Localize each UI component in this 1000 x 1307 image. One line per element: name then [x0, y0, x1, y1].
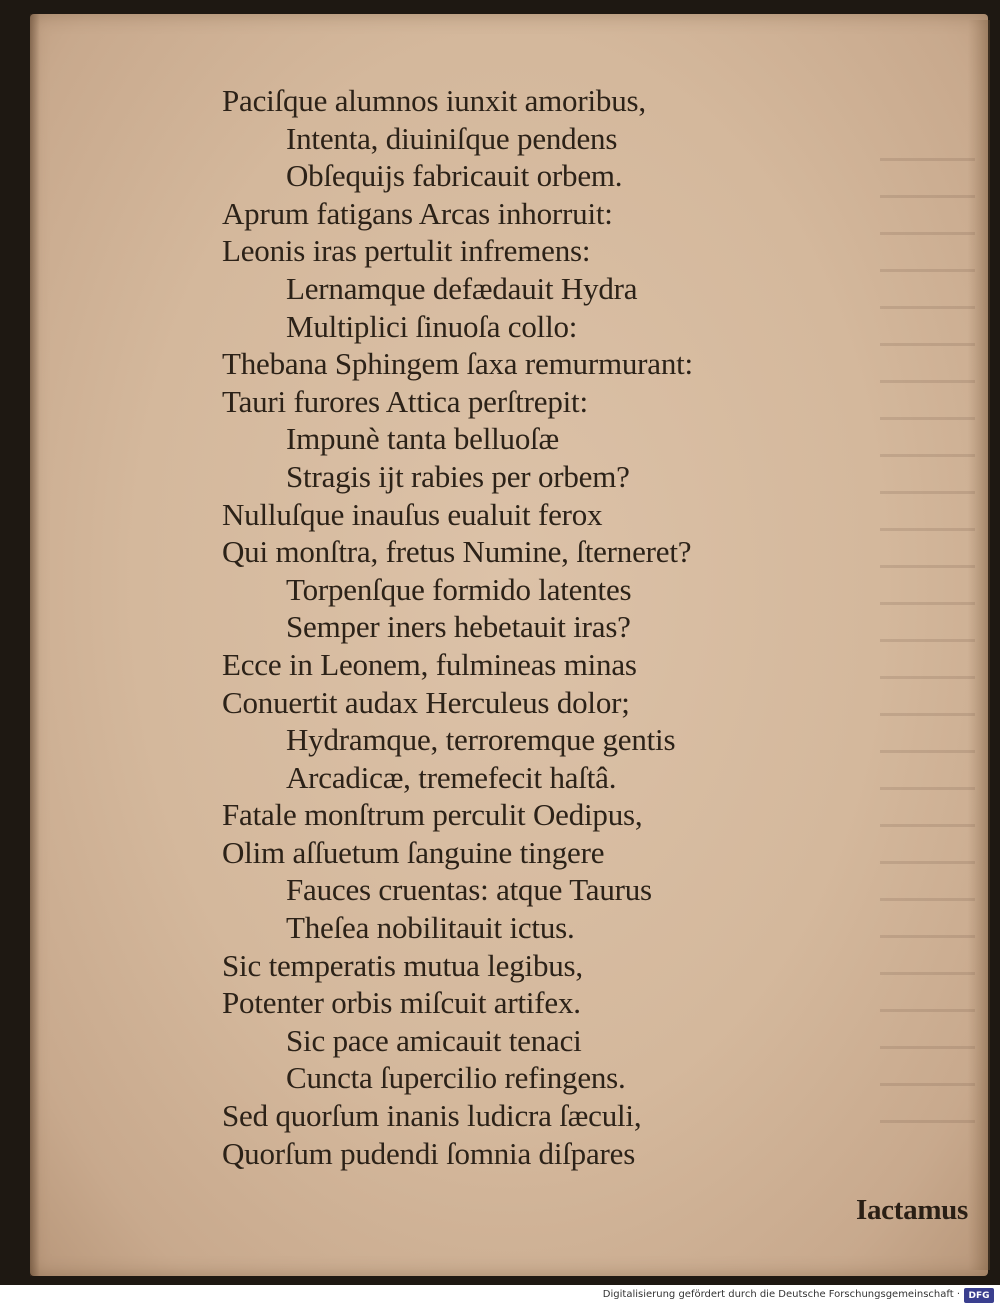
poem-line: Torpenſque formido latentes: [286, 571, 632, 607]
poem-line: Sic pace amicauit tenaci: [286, 1022, 582, 1058]
poem-line: Conuertit audax Herculeus dolor;: [222, 684, 630, 720]
poem-line: Paciſque alumnos iunxit amoribus,: [222, 83, 646, 118]
page-edge-shadow: [968, 20, 990, 1270]
poem-line: Obſequijs fabricauit orbem.: [286, 158, 623, 194]
poem-line: Sic temperatis mutua legibus,: [222, 947, 583, 983]
poem-text: [222, 82, 862, 1172]
poem-line: Qui monſtra, fretus Numine, ſterneret?: [222, 534, 692, 570]
poem-line: Nulluſque inauſus eualuit ferox: [222, 496, 603, 532]
poem-line: Semper iners hebetauit iras?: [286, 609, 631, 645]
poem-line: Tauri furores Attica perſtrepit:: [222, 383, 588, 419]
show-through-text: [880, 130, 975, 1130]
poem-line: Leonis iras pertulit infremens:: [222, 233, 591, 269]
poem-line: Quorſum pudendi ſomnia diſpares: [222, 1135, 636, 1171]
poem-line: Fauces cruentas: atque Taurus: [286, 872, 652, 908]
dfg-logo-icon: DFG: [964, 1288, 994, 1303]
poem-line: Aprum fatigans Arcas inhorruit:: [222, 195, 613, 231]
poem-line: Lernamque defædauit Hydra: [286, 270, 638, 306]
catchword: Iactamus: [856, 1194, 968, 1226]
funding-credit: Digitalisierung gefördert durch die Deutsche Forschungsgemeinschaft ·: [602, 1289, 960, 1300]
poem-line: Theſea nobilitauit ictus.: [286, 910, 575, 946]
poem-line: Hydramque, terroremque gentis: [286, 722, 676, 758]
poem-line: Cuncta ſupercilio refingens.: [286, 1060, 626, 1096]
poem-line: Impunè tanta belluoſæ: [286, 421, 560, 457]
poem-line: Stragis ijt rabies per orbem?: [286, 458, 630, 494]
poem-line: Thebana Sphingem ſaxa remurmurant:: [222, 346, 693, 382]
digitization-footer: [0, 1285, 1000, 1307]
poem-line: Multiplici ſinuoſa collo:: [286, 308, 578, 344]
poem-line: Arcadicæ, tremefecit haſtâ.: [286, 759, 617, 795]
poem-line: Fatale monſtrum perculit Oedipus,: [222, 797, 643, 833]
poem-line: Olim aſſuetum ſanguine tingere: [222, 834, 605, 870]
poem-line: Ecce in Leonem, fulmineas minas: [222, 646, 637, 682]
poem-line: Sed quorſum inanis ludicra ſæculi,: [222, 1098, 642, 1134]
poem-line: Intenta, diuiniſque pendens: [286, 120, 618, 156]
page-gutter-shadow: [30, 14, 40, 1276]
poem-line: Potenter orbis miſcuit artifex.: [222, 985, 581, 1021]
